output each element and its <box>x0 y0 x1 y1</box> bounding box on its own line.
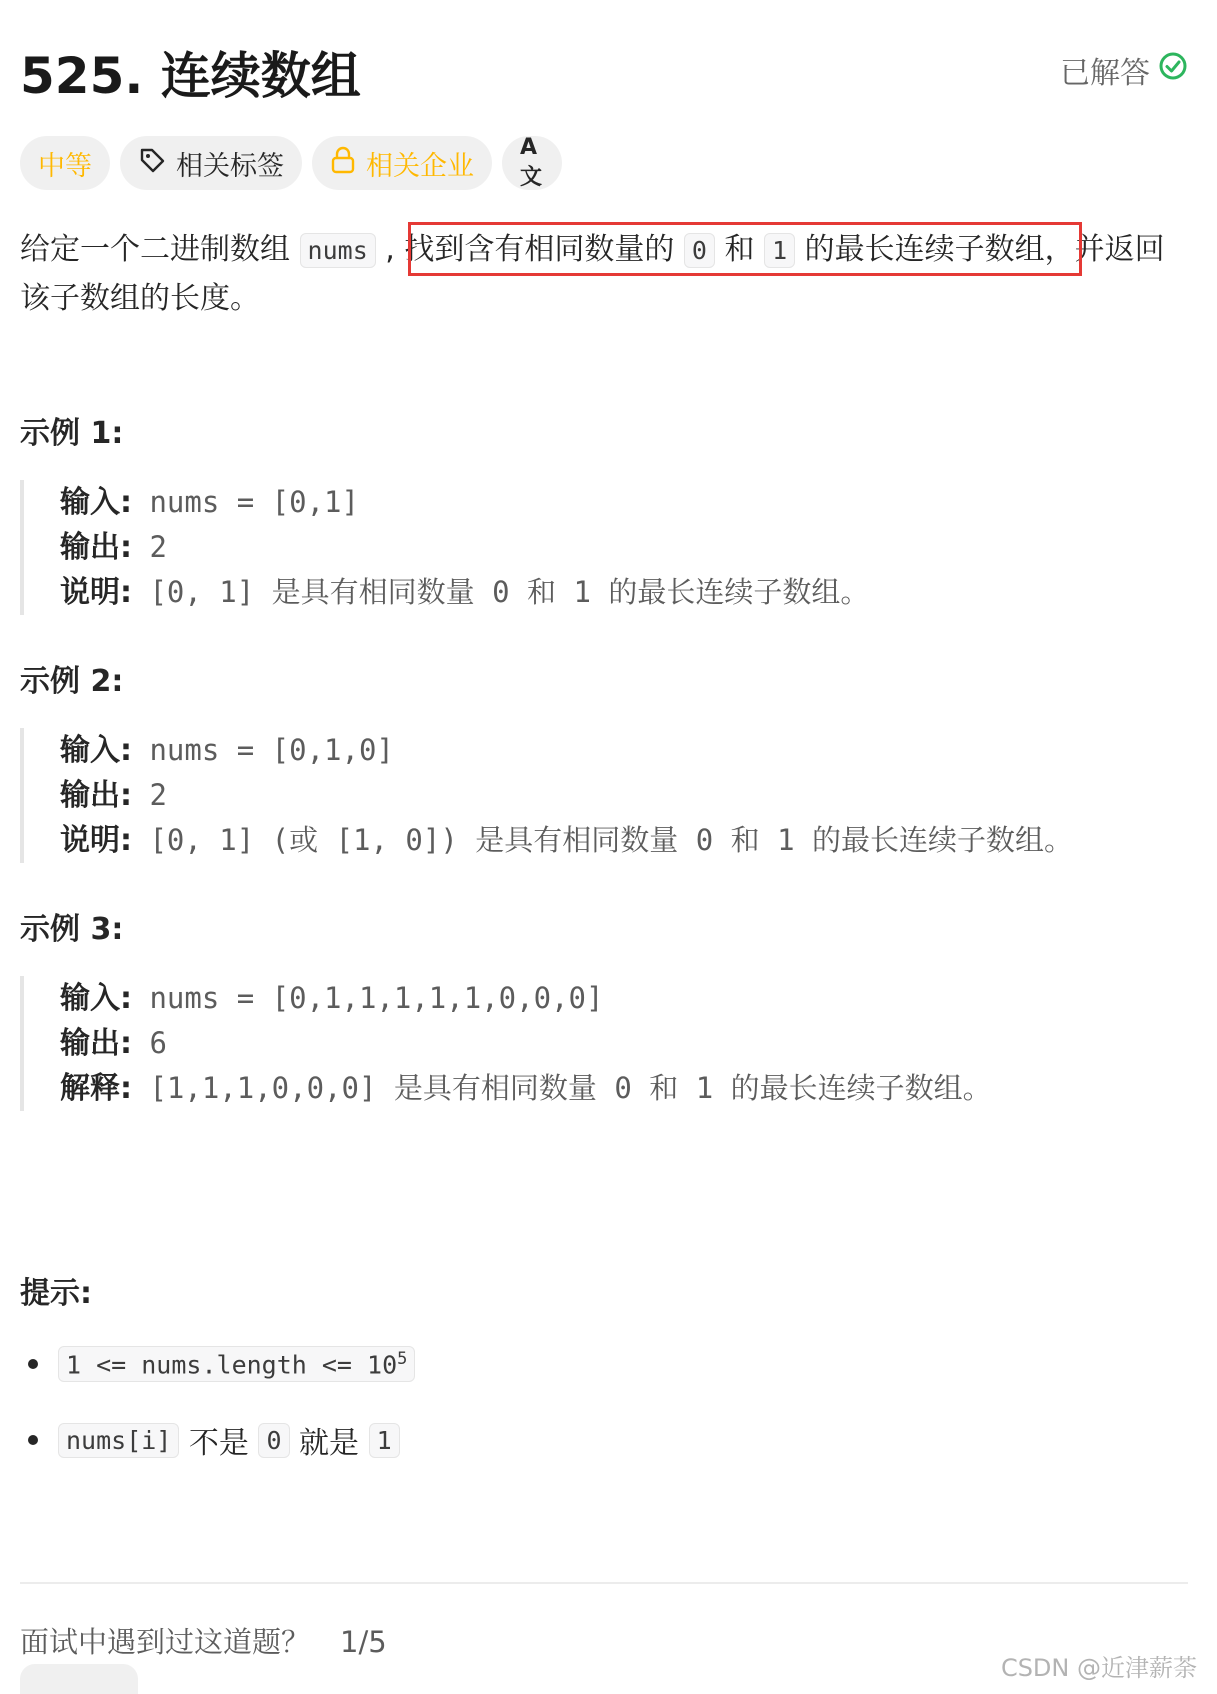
output-label: 输出: <box>60 530 132 565</box>
related-companies-label: 相关企业 <box>366 150 474 182</box>
solved-status <box>1060 48 1188 92</box>
interview-count: 1/5 <box>340 1625 387 1659</box>
output-label: 输出: <box>60 1026 132 1061</box>
translate-icon: A文 <box>520 135 541 190</box>
output-label: 输出: <box>60 778 132 813</box>
input-value: nums = [0,1,0] <box>132 733 394 767</box>
interview-question: 面试中遇到过这道题？ <box>20 1625 311 1659</box>
hints-heading: 提示: <box>20 1276 92 1311</box>
interview-prompt[interactable] <box>20 1620 387 1661</box>
output-value: 6 <box>132 1026 167 1060</box>
example-3-block <box>20 976 1217 1111</box>
bullet-icon <box>28 1359 38 1369</box>
inline-code-nums-i: nums[i] <box>58 1423 179 1458</box>
output-value: 2 <box>132 778 167 812</box>
lock-icon <box>330 146 366 181</box>
solved-label: 已解答 <box>1060 56 1150 91</box>
example-1-heading: 示例 1: <box>20 416 124 451</box>
inline-code-1: 1 <box>764 233 795 268</box>
desc-text: ，并返回该子数组的长度。 <box>20 232 1165 316</box>
bullet-icon <box>28 1435 38 1445</box>
desc-text: 的最长连续子数组 <box>795 232 1045 267</box>
related-topics-button[interactable] <box>120 136 302 190</box>
example-3-heading: 示例 3: <box>20 912 124 947</box>
problem-title: 525. 连续数组 <box>20 47 361 105</box>
example-2-block <box>20 728 1217 863</box>
desc-text: , <box>375 232 405 267</box>
check-circle-icon <box>1150 51 1188 89</box>
related-companies-button[interactable] <box>312 136 492 190</box>
problem-description <box>20 226 1188 323</box>
watermark: CSDN @近津薪荼 <box>1000 1654 1197 1682</box>
output-value: 2 <box>132 530 167 564</box>
input-value: nums = [0,1] <box>132 485 359 519</box>
constraint-item <box>20 1346 415 1382</box>
input-label: 输入: <box>60 733 132 768</box>
example-2-heading: 示例 2: <box>20 664 124 699</box>
desc-text: 给定一个二进制数组 <box>20 232 300 267</box>
tag-bar <box>20 136 562 190</box>
constraint-code <box>58 1346 415 1382</box>
bottom-pill-button[interactable] <box>20 1664 138 1694</box>
explanation-label: 说明: <box>60 823 132 858</box>
input-value: nums = [0,1,1,1,1,1,0,0,0] <box>132 981 604 1015</box>
desc-text: 和 <box>714 232 765 267</box>
input-label: 输入: <box>60 485 132 520</box>
inline-code-0: 0 <box>258 1423 289 1458</box>
constraint-item <box>20 1418 400 1462</box>
constraint-exponent: 5 <box>397 1349 408 1369</box>
explanation-label: 解释: <box>60 1071 132 1106</box>
explanation-value: [1,1,1,0,0,0] 是具有相同数量 0 和 1 的最长连续子数组。 <box>132 1071 992 1105</box>
difficulty-badge[interactable]: 中等 <box>20 136 110 190</box>
constraint-text: 不是 <box>179 1426 259 1461</box>
inline-code-1: 1 <box>369 1423 400 1458</box>
inline-code-nums: nums <box>300 233 376 268</box>
explanation-value: [0, 1] (或 [1, 0]) 是具有相同数量 0 和 1 的最长连续子数组。 <box>132 823 1074 857</box>
constraint-code-text: 1 <= nums.length <= 10 <box>66 1350 398 1380</box>
input-label: 输入: <box>60 981 132 1016</box>
explanation-label: 说明: <box>60 575 132 610</box>
divider <box>20 1582 1188 1584</box>
translate-button[interactable] <box>502 136 562 190</box>
desc-text: 找到含有相同数量的 <box>404 232 684 267</box>
explanation-value: [0, 1] 是具有相同数量 0 和 1 的最长连续子数组。 <box>132 575 870 609</box>
example-1-block <box>20 480 1217 615</box>
related-topics-label: 相关标签 <box>176 150 284 182</box>
tag-icon <box>138 146 176 181</box>
inline-code-0: 0 <box>684 233 715 268</box>
constraint-text: 就是 <box>289 1426 369 1461</box>
